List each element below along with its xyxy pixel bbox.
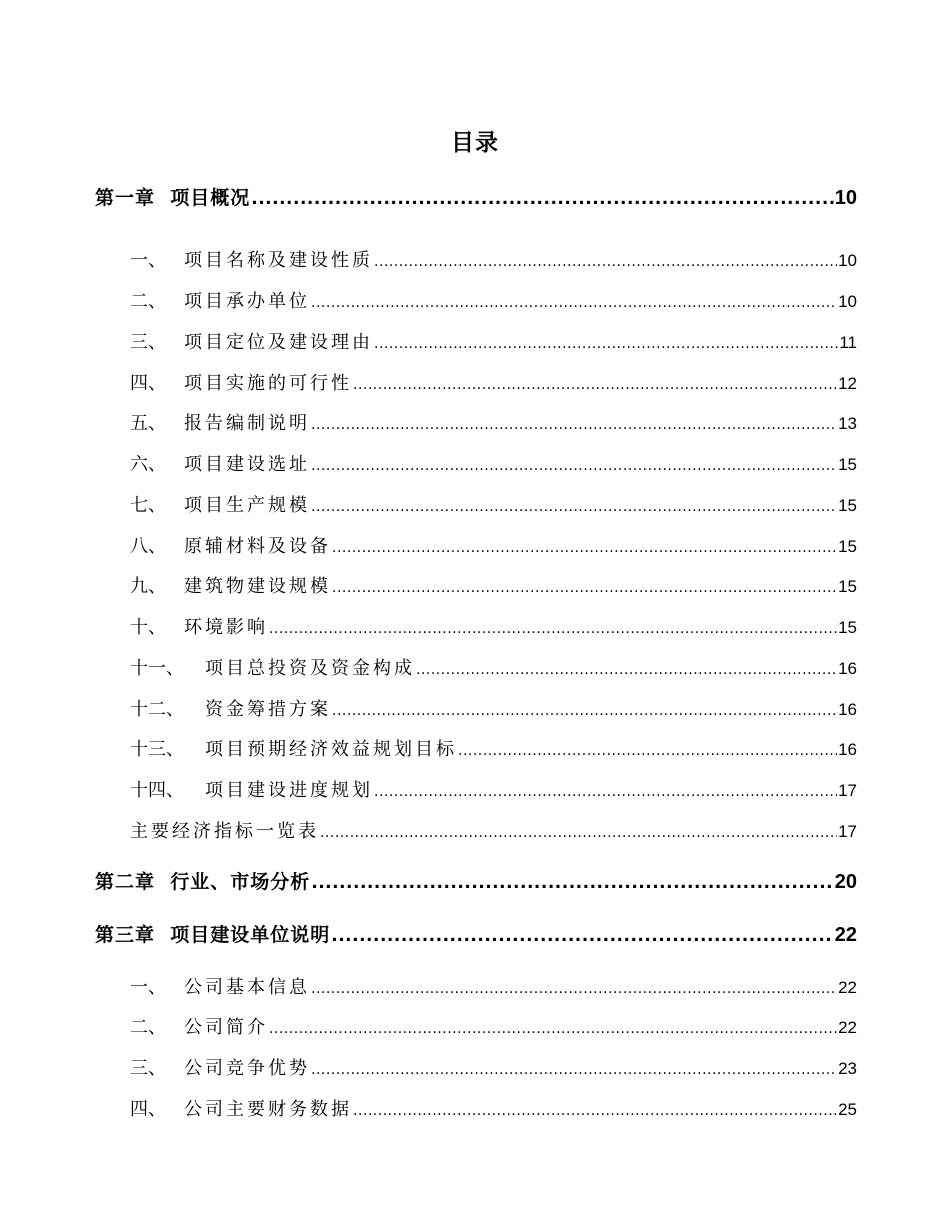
toc-label: 项目生产规模: [184, 495, 310, 516]
toc-section[interactable]: [130, 654, 857, 680]
toc-leader: [320, 825, 837, 841]
toc-label: 主要经济指标一览表: [130, 821, 319, 842]
toc-number: 一、: [130, 250, 166, 271]
toc-label: 项目名称及建设性质: [184, 250, 373, 271]
toc-leader: [353, 377, 837, 393]
toc-label: 建筑物建设规模: [184, 576, 331, 597]
toc-page-number: 10: [838, 292, 857, 311]
toc-page-number: 20: [834, 871, 857, 893]
toc-section[interactable]: [130, 287, 857, 313]
toc-section[interactable]: [130, 369, 857, 395]
toc-section[interactable]: [130, 1013, 857, 1039]
toc-label: 项目建设进度规划: [205, 780, 373, 801]
toc-number: 第三章: [95, 924, 156, 946]
toc-number: 六、: [130, 454, 166, 475]
toc-label: 公司基本信息: [184, 977, 310, 998]
toc-label: 项目预期经济效益规划目标: [205, 739, 457, 760]
page-title: 目录: [451, 130, 499, 156]
toc-number: 十三、: [130, 739, 184, 760]
toc-label: 项目建设单位说明: [170, 924, 331, 946]
toc-leader: [332, 703, 837, 719]
toc-number: 七、: [130, 495, 166, 516]
toc-page-number: 15: [838, 455, 857, 474]
toc-section[interactable]: [130, 776, 857, 802]
toc-number: 十四、: [130, 780, 184, 801]
toc-number: 二、: [130, 1017, 166, 1038]
toc-leader: [311, 873, 833, 893]
toc-leader: [458, 743, 837, 759]
toc-section[interactable]: [130, 695, 857, 721]
toc-number: 十、: [130, 617, 166, 638]
toc-number: 一、: [130, 977, 166, 998]
toc-leader: [269, 1021, 837, 1037]
toc-label: 项目建设选址: [184, 454, 310, 475]
toc-page-number: 12: [838, 374, 857, 393]
toc-page-number: 13: [838, 414, 857, 433]
toc-label: 原辅材料及设备: [184, 536, 331, 557]
toc-page-number: 17: [838, 822, 857, 841]
toc-number: 第一章: [95, 187, 156, 209]
toc-label: 项目总投资及资金构成: [205, 658, 415, 679]
toc-page-number: 16: [838, 659, 857, 678]
toc-label: 公司主要财务数据: [184, 1099, 352, 1120]
toc-section[interactable]: [130, 613, 857, 639]
toc-page-number: 15: [838, 496, 857, 515]
toc-page-number: 10: [838, 251, 857, 270]
toc-page-number: 22: [838, 978, 857, 997]
toc-leader: [416, 662, 837, 678]
toc-leader: [311, 1062, 837, 1078]
toc-number: 三、: [130, 332, 166, 353]
toc-page-number: 22: [834, 924, 857, 946]
toc-label: 项目承办单位: [184, 291, 310, 312]
toc-section[interactable]: [130, 572, 857, 598]
toc-leader: [374, 254, 837, 270]
toc-leader: [311, 295, 837, 311]
toc-leader: [374, 336, 838, 352]
toc-leader: [332, 580, 837, 596]
toc-leader: [353, 1103, 837, 1119]
toc-leader: [331, 926, 833, 946]
toc-number: 十二、: [130, 699, 184, 720]
toc-number: 第二章: [95, 871, 156, 893]
toc-leader: [251, 189, 833, 209]
toc-label: 项目实施的可行性: [184, 373, 352, 394]
toc-section[interactable]: [130, 735, 857, 761]
toc-page-number: 15: [838, 577, 857, 596]
toc-section[interactable]: [130, 532, 857, 558]
toc-page-number: 22: [838, 1018, 857, 1037]
toc-page-number: 17: [838, 781, 857, 800]
toc-label: 环境影响: [184, 617, 268, 638]
toc-leader: [269, 621, 837, 637]
toc-label: 公司简介: [184, 1017, 268, 1038]
toc-page-number: 25: [838, 1100, 857, 1119]
toc-label: 资金筹措方案: [205, 699, 331, 720]
toc-number: 十一、: [130, 658, 184, 679]
toc-page-number: 23: [838, 1059, 857, 1078]
toc-leader: [311, 458, 837, 474]
toc-section[interactable]: [130, 973, 857, 999]
toc-page-number: 15: [838, 537, 857, 556]
toc-number: 八、: [130, 536, 166, 557]
toc-page-number: 15: [838, 618, 857, 637]
toc-section[interactable]: [130, 450, 857, 476]
toc-page-number: 16: [838, 700, 857, 719]
toc-page-number: 10: [834, 187, 857, 209]
toc-number: 二、: [130, 291, 166, 312]
toc-page-number: 16: [838, 740, 857, 759]
toc-label: 行业、市场分析: [170, 871, 311, 893]
toc-number: 九、: [130, 576, 166, 597]
toc-label: 项目概况: [170, 187, 251, 209]
toc-section[interactable]: [130, 817, 857, 843]
toc-leader: [311, 981, 837, 997]
toc-label: 报告编制说明: [184, 413, 310, 434]
toc-number: 四、: [130, 1099, 166, 1120]
toc-section[interactable]: [130, 328, 857, 354]
toc-section[interactable]: [130, 1095, 857, 1121]
toc-number: 三、: [130, 1058, 166, 1079]
toc-leader: [374, 784, 837, 800]
toc-leader: [311, 499, 837, 515]
toc-section[interactable]: [130, 491, 857, 517]
toc-leader: [311, 417, 837, 433]
toc-chapter-3[interactable]: [95, 920, 857, 947]
toc-label: 项目定位及建设理由: [184, 332, 373, 353]
toc-section[interactable]: [130, 1054, 857, 1080]
toc-chapter-2[interactable]: [95, 867, 857, 894]
toc-leader: [332, 540, 837, 556]
toc-chapter-1[interactable]: [95, 183, 857, 210]
toc-number: 五、: [130, 413, 166, 434]
toc-label: 公司竞争优势: [184, 1058, 310, 1079]
toc-section[interactable]: [130, 246, 857, 272]
toc-number: 四、: [130, 373, 166, 394]
toc-page-number: 11: [839, 333, 857, 352]
toc-section[interactable]: [130, 409, 857, 435]
